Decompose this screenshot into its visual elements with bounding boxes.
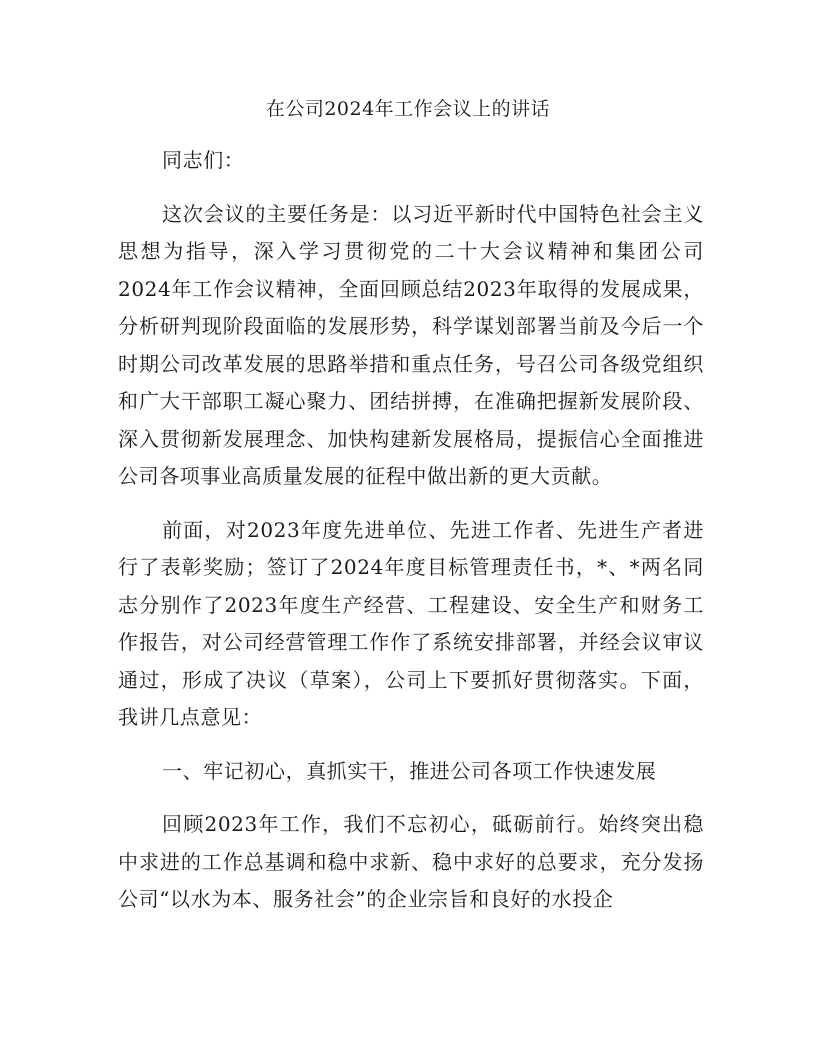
document-body — [118, 142, 704, 919]
document-title: 在公司2024年工作会议上的讲话 — [265, 98, 551, 120]
greeting: 同志们： — [162, 148, 245, 172]
paragraph: 前面，对2023年度先进单位、先进工作者、先进生产者进行了表彰奖励；签订了2024年度目标管理责任书，*、*两名同志分别作了2023年度生产经营、工程建设、安全生产和财务工作报告，对公司经营管理工作作了系统安排部署，并经会议审议通过，形成了决议（草案），公司上下要抓好贯彻落实。下面，我讲几点意见： — [118, 517, 704, 729]
section-heading: 一、牢记初心，真抓实干，推进公司各项工作快速发展 — [162, 758, 657, 783]
paragraph: 这次会议的主要任务是：以习近平新时代中国特色社会主义思想为指导，深入学习贯彻党的二十大会议精神和集团公司2024年工作会议精神，全面回顾总结2023年取得的发展成果，分析研判现阶段面临的发展形势，科学谋划部署当前及今后一个时期公司改革发展的思路举措和重点任务，号召公司各级党组织和广大干部职工凝心聚力、团结拼搏，在准确把握新发展阶段、深入贯彻新发展理念、加快构建新发展格局，提振信心全面推进公司各项事业高质量发展的征程中做出新的更大贡献。 — [118, 201, 704, 488]
paragraph: 回顾2023年工作，我们不忘初心，砥砺前行。始终突出稳中求进的工作总基调和稳中求新、稳中求好的总要求，充分发扬公司“以水为本、服务社会”的企业宗旨和良好的水投企 — [118, 812, 704, 911]
